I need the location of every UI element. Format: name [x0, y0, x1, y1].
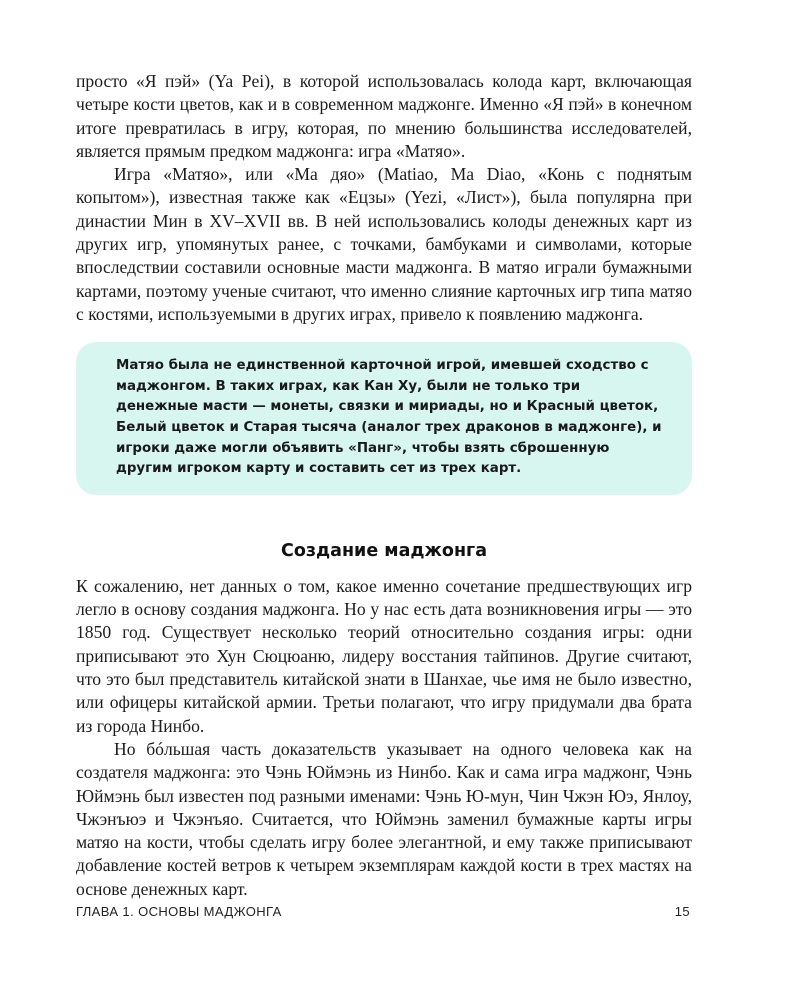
section-title: Создание маджонга [280, 540, 488, 561]
footer-chapter-title: ГЛАВА 1. ОСНОВЫ МАДЖОНГА [76, 904, 282, 919]
callout-text: Матяо была не единственной карточной игрой, имевшей сходство с маджонгом. В таких играх, как Кан Ху, были не только три денежные масти — монеты, связки и мириады, но и Красный цветок, Белый цветок и Старая тысяча (аналог трех драконов в маджонге), и игроки даже могли объявить «Панг», чтобы взять сброшенную другим игроком карту и составить сет из трех карт. [116, 358, 662, 477]
intro-paragraph-1: просто «Я пэй» (Ya Pei), в которой использовалась колода карт, включающая четыре кости цветов, как и в современном маджонге. Именно «Я пэй» в конечном итоге превратилась в игру, которая, по мнению большинства исследователей, является прямым предком маджонга: игра «Матяо». [76, 71, 692, 161]
page-footer [76, 904, 692, 924]
intro-paragraph-2: Игра «Матяо», или «Ма дяо» (Matiao, Ma Diao, «Конь с поднятым копытом»), известная также как «Ецзы» (Yezi, «Лист»), была популярна при династии Мин в XV–XVII вв. В ней использовались колоды денежных карт из других игр, упомянутых ранее, с точками, бамбуками и символами, которые впоследствии составили основные масти маджонга. В матяо играли бумажными картами, поэтому ученые считают, что именно слияние карточных игр типа матяо с костями, используемыми в других играх, привело к появлению маджонга. [76, 164, 692, 324]
page-content [76, 70, 692, 901]
page-number: 15 [674, 904, 690, 919]
section-paragraph-2: Но бóльшая часть доказательств указывает на одного человека как на создателя маджонга: это Чэнь Юймэнь из Нинбо. Как и сама игра маджонг, Чэнь Юймэнь был известен под разными именами: Чэнь Ю-мун, Чин Чжэн Юэ, Янлоу, Чжэнъюэ и Чжэнъяо. Считается, что Юймэнь заменил бумажные карты игры матяо на кости, чтобы сделать игру более элегантной, и ему также приписывают добавление костей ветров к четырем экземплярам каждой кости в трех мастях на основе денежных карт. [76, 738, 692, 899]
section-paragraph-1: К сожалению, нет данных о том, какое именно сочетание предшествующих игр легло в основу создания маджонга. Но у нас есть дата возникновения игры — это 1850 год. Существует несколько теорий относительно создания игры: одни приписывают это Хун Сюцюаню, лидеру восстания тайпинов. Другие считают, что это был представитель китайской знати в Шанхае, чье имя не было известно, или офицеры китайской армии. Третьи полагают, что игру придумали два брата из города Нинбо. [76, 575, 692, 736]
callout-box [76, 342, 692, 495]
